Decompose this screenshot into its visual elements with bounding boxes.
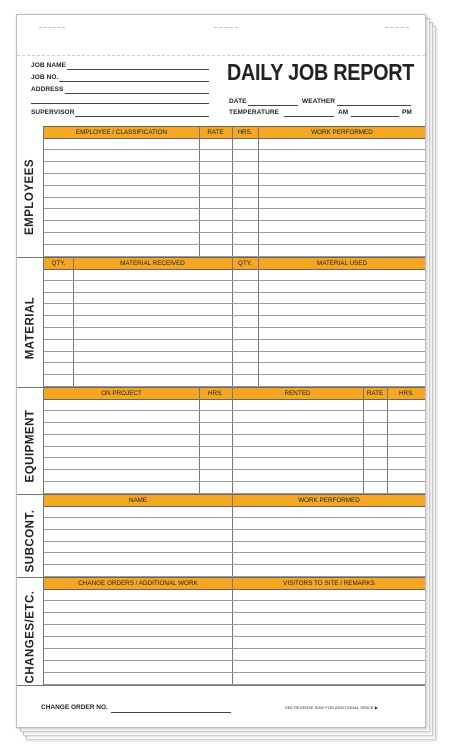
col-material-received: MATERIAL RECEIVED (120, 260, 185, 267)
col-employee-classification: EMPLOYEE / CLASSIFICATION (75, 129, 168, 136)
table-row[interactable] (44, 446, 425, 447)
table-row[interactable] (44, 552, 425, 553)
subcont-table (43, 494, 425, 577)
table-row[interactable] (44, 220, 425, 221)
table-row[interactable] (44, 636, 425, 637)
table-row[interactable] (44, 185, 425, 186)
equipment-section (17, 387, 425, 494)
col-qty-used: QTY. (238, 260, 252, 267)
table-row[interactable] (44, 244, 425, 245)
reverse-side-note: SEE REVERSE SIDE FOR ADDITIONAL SPACE ▶ (285, 705, 378, 710)
table-row[interactable] (44, 469, 425, 470)
date-field[interactable] (248, 105, 298, 106)
equipment-side-label: EQUIPMENT (24, 409, 36, 483)
changes-rows[interactable] (44, 589, 425, 685)
changes-section (17, 577, 425, 685)
table-row[interactable] (44, 315, 425, 316)
table-row[interactable] (44, 457, 425, 458)
col-rented-rate: RATE (366, 390, 384, 397)
date-label: DATE (229, 98, 247, 105)
table-row[interactable] (44, 612, 425, 613)
table-row[interactable] (44, 564, 425, 565)
col-on-project: ON PROJECT (101, 390, 142, 397)
table-row[interactable] (44, 351, 425, 352)
employees-section (17, 126, 425, 257)
am-label: AM (338, 109, 349, 116)
col-rented: RENTED (284, 390, 311, 397)
temperature-am-field[interactable] (284, 116, 334, 117)
changes-table (43, 577, 425, 685)
table-row[interactable] (44, 600, 425, 601)
supervisor-field[interactable] (75, 116, 209, 117)
table-row[interactable] (44, 303, 425, 304)
col-work-performed: WORK PERFORMED (311, 129, 373, 136)
employees-rows[interactable] (44, 138, 425, 257)
col-rented-hrs: HRS. (398, 390, 415, 397)
perforation-mark (39, 27, 65, 28)
table-row[interactable] (44, 648, 425, 649)
table-row[interactable] (44, 660, 425, 661)
col-visitors-remarks: VISITORS TO SITE / REMARKS (283, 580, 375, 587)
table-row[interactable] (44, 481, 425, 482)
table-row[interactable] (44, 197, 425, 198)
table-row[interactable] (44, 173, 425, 174)
pm-label: PM (402, 109, 412, 116)
equipment-rows[interactable] (44, 399, 425, 494)
address-field[interactable] (65, 93, 209, 94)
table-row[interactable] (44, 410, 425, 411)
material-rows[interactable] (44, 269, 425, 387)
table-row[interactable] (44, 292, 425, 293)
subcont-section (17, 494, 425, 577)
table-row[interactable] (44, 362, 425, 363)
employees-table (43, 126, 425, 257)
supervisor-label: SUPERVISOR (31, 109, 75, 116)
table-row[interactable] (44, 149, 425, 150)
table-row[interactable] (44, 434, 425, 435)
perforation-mark (214, 27, 238, 28)
tear-line (17, 55, 425, 56)
job-no-label: JOB NO. (31, 74, 59, 81)
col-rate: RATE (207, 129, 224, 136)
col-sub-work-performed: WORK PERFORMED (298, 497, 360, 504)
material-side-label: MATERIAL (24, 296, 36, 359)
employees-side-label: EMPLOYEES (24, 158, 37, 236)
table-row[interactable] (44, 339, 425, 340)
report-page (16, 14, 426, 728)
job-name-label: JOB NAME (31, 62, 67, 69)
subcont-side-label: SUBCONT. (24, 509, 36, 573)
temperature-label: TEMPERATURE (229, 109, 280, 116)
table-row[interactable] (44, 422, 425, 423)
table-row[interactable] (44, 280, 425, 281)
job-no-field[interactable] (59, 81, 209, 82)
subcont-rows[interactable] (44, 506, 425, 577)
equipment-table (43, 387, 425, 494)
material-section (17, 257, 425, 387)
changes-side-label: CHANGES/ETC. (24, 590, 36, 683)
col-project-hrs: HRS. (207, 390, 224, 397)
table-row[interactable] (44, 327, 425, 328)
table-row[interactable] (44, 517, 425, 518)
col-hrs: HRS. (237, 129, 253, 136)
address-label: ADDRESS (31, 86, 64, 93)
material-table (43, 257, 425, 387)
table-row[interactable] (44, 529, 425, 530)
table-row[interactable] (44, 232, 425, 233)
table-row[interactable] (44, 672, 425, 673)
perforation-mark (385, 27, 409, 28)
weather-label: WEATHER (302, 98, 336, 105)
job-name-field[interactable] (67, 69, 209, 70)
weather-field[interactable] (337, 105, 411, 106)
temperature-pm-field[interactable] (351, 116, 399, 117)
change-order-label: CHANGE ORDER NO. (41, 704, 108, 711)
col-material-used: MATERIAL USED (316, 260, 368, 267)
col-name: NAME (128, 497, 148, 504)
table-row[interactable] (44, 374, 425, 375)
col-qty-received: QTY. (51, 260, 66, 267)
col-change-orders: CHANGE ORDERS / ADDITIONAL WORK (78, 580, 198, 587)
page-title: DAILY JOB REPORT (227, 59, 415, 85)
change-order-field[interactable] (111, 712, 231, 713)
table-row[interactable] (44, 161, 425, 162)
table-row[interactable] (44, 208, 425, 209)
address-field-line-2[interactable] (31, 103, 209, 104)
table-row[interactable] (44, 541, 425, 542)
table-row[interactable] (44, 624, 425, 625)
